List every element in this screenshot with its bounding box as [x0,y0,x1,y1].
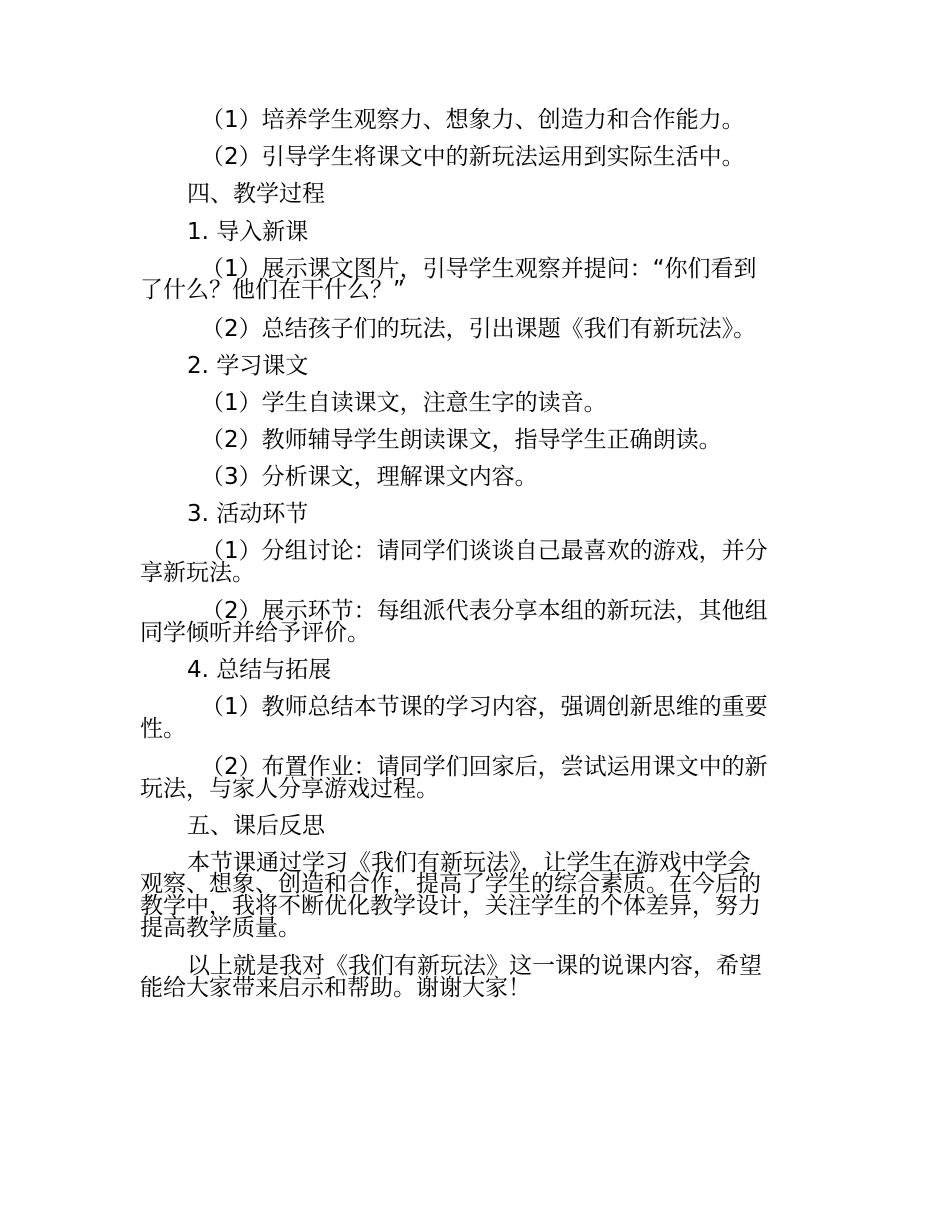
study-item-1: （1）学生自读课文，注意生字的读音。 [201,390,607,416]
objective-item-1: （1）培养学生观察力、想象力、创造力和合作能力。 [201,107,745,133]
objective-item-2: （2）引导学生将课文中的新玩法运用到实际生活中。 [201,144,745,170]
section-heading-reflection: 五、课后反思 [187,813,325,839]
reflection-line-4: 提高教学质量。 [140,915,301,941]
activity-item-1-line2: 享新玩法。 [140,560,255,586]
activity-item-2-line2: 同学倾听并给予评价。 [140,620,370,646]
section-heading-process: 四、教学过程 [187,181,325,207]
reflection-line-1: 本节课通过学习《我们有新玩法》，让学生在游戏中学会 [187,850,751,876]
activity-item-2-line1: （2）展示环节：每组派代表分享本组的新玩法，其他组 [201,598,768,624]
subheading-summary: 4. 总结与拓展 [187,657,332,683]
closing-line-1: 以上就是我对《我们有新玩法》这一课的说课内容，希望 [187,953,762,979]
reflection-line-2: 观察、想象、创造和合作，提高了学生的综合素质。在今后的 [140,871,761,897]
summary-item-2-line2: 玩法，与家人分享游戏过程。 [140,776,439,802]
intro-item-1-line2: 了什么？他们在干什么？” [140,277,405,303]
reflection-line-3: 教学中，我将不断优化教学设计，关注学生的个体差异，努力 [140,893,761,919]
intro-item-1-line1: （1）展示课文图片，引导学生观察并提问：“你们看到 [201,256,757,282]
subheading-activity: 3. 活动环节 [187,501,309,527]
closing-line-2: 能给大家带来启示和帮助。谢谢大家！ [140,975,531,1001]
study-item-3: （3）分析课文，理解课文内容。 [201,464,538,490]
summary-item-2-line1: （2）布置作业：请同学们回家后，尝试运用课文中的新 [201,754,768,780]
intro-item-2: （2）总结孩子们的玩法，引出课题《我们有新玩法》。 [201,316,757,342]
activity-item-1-line1: （1）分组讨论：请同学们谈谈自己最喜欢的游戏，并分 [201,538,768,564]
subheading-intro: 1. 导入新课 [187,219,309,245]
summary-item-1-line2: 性。 [140,716,186,742]
study-item-2: （2）教师辅导学生朗读课文，指导学生正确朗读。 [201,427,722,453]
subheading-study: 2. 学习课文 [187,353,309,379]
summary-item-1-line1: （1）教师总结本节课的学习内容，强调创新思维的重要 [201,694,768,720]
